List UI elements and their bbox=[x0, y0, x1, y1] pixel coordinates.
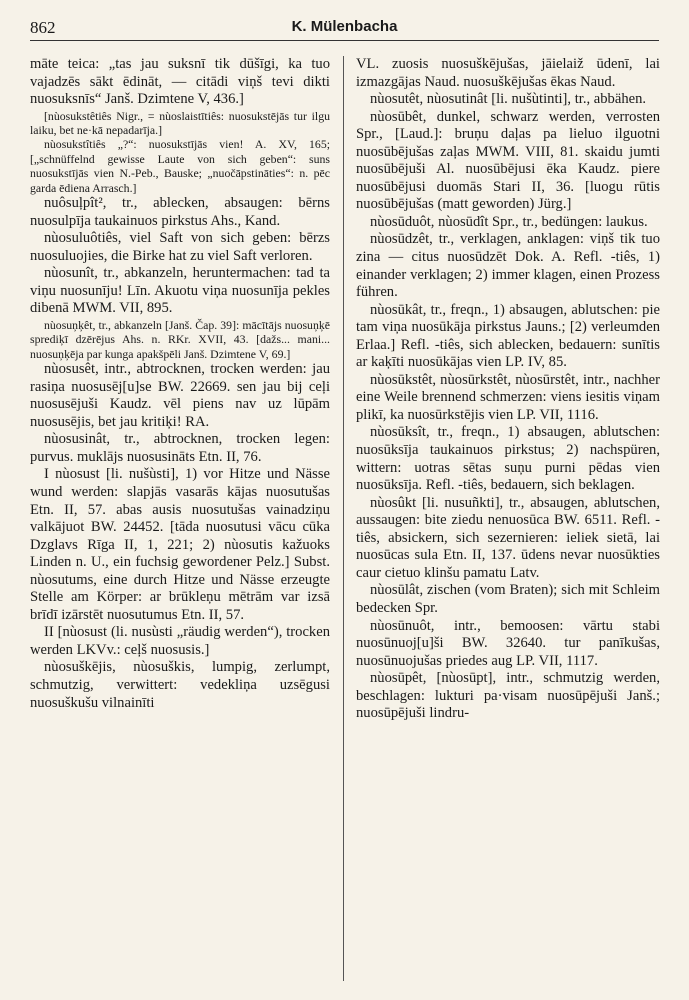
dictionary-entry: nùosukstîtiês „?“: nuosukstījās vien! A. XV, 165; [„schnüffelnd gewisse Laute von sich geben“: suns nuosukstījās vien N.-Peb., Bauske; „nuočāpstināties“: n. pēc garda ēdiena Arrasch.] bbox=[30, 137, 330, 195]
dictionary-entry: nùosūnuôt, intr., bemoosen: vārtu stabi nuosūnuoj[u]ši BW. 32640. tur panīkušas, nuosūnuojušas priedes aug LP. VII, 1117. bbox=[356, 617, 660, 669]
dictionary-entry: nùosūkât, tr., freqn., 1) absaugen, ablutschen: pie tam viņa nuosūkāja pirkstus Jauns.; [2) verleumden Erlaa.] Refl. -tiês, sich ablecken, bedauern: sunītis ar kaķīti nuosūkājas vien LP. IV, 85. bbox=[356, 301, 660, 371]
dictionary-entry: nùosutêt, nùosutinât [li. nušùtinti], tr., abbähen. bbox=[370, 91, 647, 108]
dictionary-entry: nùosūdzêt, tr., verklagen, anklagen: viņš tik tuo zina — citus nuosūdzēt Dok. A. Refl. -tiês, 1) einander verklagen; 2) immer klagen, einen Prozess führen. bbox=[356, 231, 660, 301]
dictionary-entry: nùosunît, tr., abkanzeln, heruntermachen: tad ta viņu nuosunīju! Līn. Akuotu viņa nuosunīja pekles dibenā MWM. VII, 895. bbox=[30, 265, 330, 317]
dictionary-entry: nùosuņķêt, tr., abkanzeln [Janš. Čap. 39]: mācītājs nuosuņķē sprediķī dzērējus Ahs. n. RKr. XVII, 43. [dažs... mani... nuosuņķēja par kunga apakšpēli Janš. Dzimtene V, 69.] bbox=[30, 317, 330, 361]
dictionary-entry: nùosūduôt, nùosūdît Spr., tr., bedüngen: laukus. bbox=[370, 213, 648, 230]
dictionary-entry: nùosuškējis, nùosuškis, lumpig, zerlumpt, schmutzig, verwittert: vedekliņa uzsēgusi nuosuškušu vilnainīti bbox=[30, 659, 330, 711]
dictionary-entry: nùosūlât, zischen (vom Braten); sich mit Schleim bedecken Spr. bbox=[356, 582, 660, 616]
column-divider bbox=[343, 56, 344, 981]
dictionary-entry: [nùosukstêtiês Nigr., = nùoslaistītiês: nuosukstējās tur ilgu laiku, bet ne·kā nepadarīja.] bbox=[30, 108, 330, 138]
left-column bbox=[30, 56, 330, 712]
dictionary-entry: nùosusêt, intr., abtrocknen, trocken werden: jau rasiņa nuosusēj[u]se BW. 22669. sen jau bij ceļi nuosusējuši Kaudz. vēl piens nav uz lūpām nuosusējis, bet jau kritiķi! RA. bbox=[30, 361, 330, 430]
page-number: 862 bbox=[30, 18, 56, 37]
page-header bbox=[30, 16, 659, 41]
dictionary-entry: I nùosust [li. nušùsti], 1) vor Hitze und Nässe wund werden: slapjās vasarās kājas nuosutušas Etn. II, 57. abas ausis nuosutušas vainadziņu valkājuot BW. 24452. [tāda nuosutusi vācu cūka Dzglavs Rīga II, 1, 221; 2) nùosutis kažuoks Linden n. U., ein fuchsig gewordener Pelz.] Subst. nùosutums, eine durch Hitze und Nässe erzeugte Stelle am Körper: ar brūkleņu mētrām var izsā brīdī izārstēt nuosutumus Etn. II, 57. bbox=[30, 466, 330, 623]
dictionary-entry: nùosûkt [li. nusuñkti], tr., absaugen, ablutschen, aussaugen: bite ziedu nenuosūca BW. 6511. Refl. -tiês, absickern, sich sezernieren: ieliek sietā, lai nuosūcas sula Etn. II, 137. ūdens nevar nuosūkties caur cietuo klinšu pamatu Latv. bbox=[356, 494, 660, 581]
dictionary-entry: nùosūksît, tr., freqn., 1) absaugen, ablutschen: nuosūksīja taukainuos pirkstus; 2) nachspüren, wittern: uotras sētas suņu purni pēdas vien nuosūksīja. Refl. -tiês, bedauern, sich beklagen. bbox=[356, 424, 660, 494]
dictionary-entry: II [nùosust (li. nusùsti „räudig werden“), trocken werden LKVv.: ceļš nuosusis.] bbox=[30, 624, 330, 658]
dictionary-entry: nùosūpêt, [nùosūpt], intr., schmutzig werden, beschlagen: lukturi pa·visam nuosūpējuši Janš.; nuosūpējuši lindru- bbox=[356, 670, 660, 722]
running-title: K. Mülenbacha bbox=[291, 18, 398, 35]
right-column bbox=[356, 56, 660, 723]
dictionary-entry: nuôsuļpît², tr., ablecken, absaugen: bērns nuosulpīja taukainuos pirkstus Ahs., Kand. bbox=[30, 195, 330, 229]
dictionary-entry: māte teica: „tas jau suksnī tik dūšīgi, ka tuo vajadzēs sākt ēdināt, — citādi viņš tevi dikti nuosuksnīs“ Janš. Dzimtene V, 436.] bbox=[30, 56, 330, 108]
dictionary-entry: VL. zuosis nuosuškējušas, jāielaiž ūdenī, lai izmazgājas Naud. nuosuškējušas ēkas Naud. bbox=[356, 56, 660, 90]
dictionary-entry: nùosūkstêt, nùosūrkstêt, nùosūrstêt, intr., nachher eine Weile brennend schmerzen: viens iesitis viņam plikī, ka nuosūrkstējis vien LP. VII, 1116. bbox=[356, 371, 660, 423]
dictionary-entry: nùosūbêt, dunkel, schwarz werden, verrosten Spr., [Laud.]: bruņu daļas pa lieluo ilguotni nuosūbējušas zaļas MWM. VIII, 81. skaidu jumti nuosūbējuši Al. nuosūbējusi ēka Kaudz. piere nuosūbējusi duomās Stari II, 36. [luogu rūtis nuosūbējušas (matt geworden) Jürg.] bbox=[356, 108, 660, 213]
dictionary-entry: nùosusinât, tr., abtrocknen, trocken legen: purvus. muklājs nuosusināts Etn. II, 76. bbox=[30, 431, 330, 465]
dictionary-entry: nùosuluôtiês, viel Saft von sich geben: bērzs nuosuluojies, die Birke hat zu viel Saft verloren. bbox=[30, 230, 330, 264]
